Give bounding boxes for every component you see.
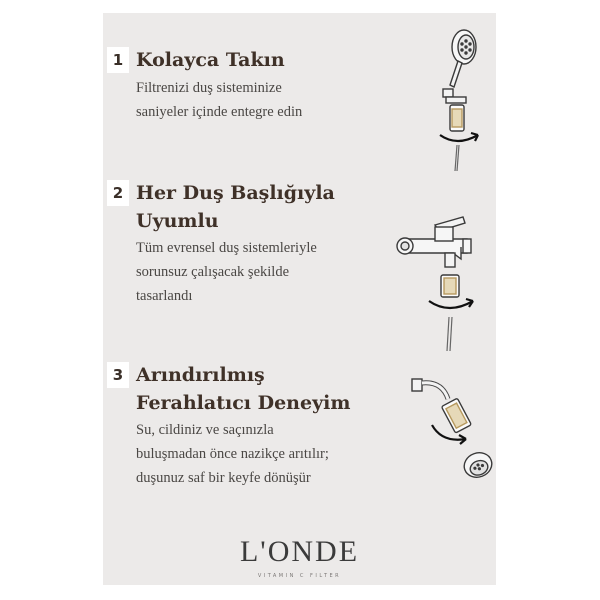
mixer-tap-filter-icon: [395, 203, 490, 353]
step-title: Kolayca Takın: [136, 49, 285, 71]
handheld-shower-filter-icon: [428, 23, 488, 173]
step-title: Her Duş Başlığıyla Uyumlu: [136, 182, 335, 232]
step-description: Tüm evrensel duş sistemleriyle sorunsuz çalışacak şekilde tasarlandı: [136, 240, 317, 304]
wall-shower-filter-icon: [408, 373, 493, 488]
brand-tagline: VITAMIN C FILTER: [257, 573, 342, 579]
step-number: 3: [107, 362, 129, 388]
step-description: Su, cildiniz ve saçınızla buluşmadan önce nazikçe arıtılır; duşunuz saf bir keyfe dönüşür: [136, 422, 329, 486]
info-panel: [103, 13, 496, 585]
step-title: Arındırılmış Ferahlatıcı Deneyim: [136, 364, 351, 414]
step-number: 2: [107, 180, 129, 206]
brand-logo: L'ONDE: [239, 535, 360, 568]
step-number: 1: [107, 47, 129, 73]
step-description: Filtrenizi duş sisteminize saniyeler içinde entegre edin: [136, 80, 303, 120]
